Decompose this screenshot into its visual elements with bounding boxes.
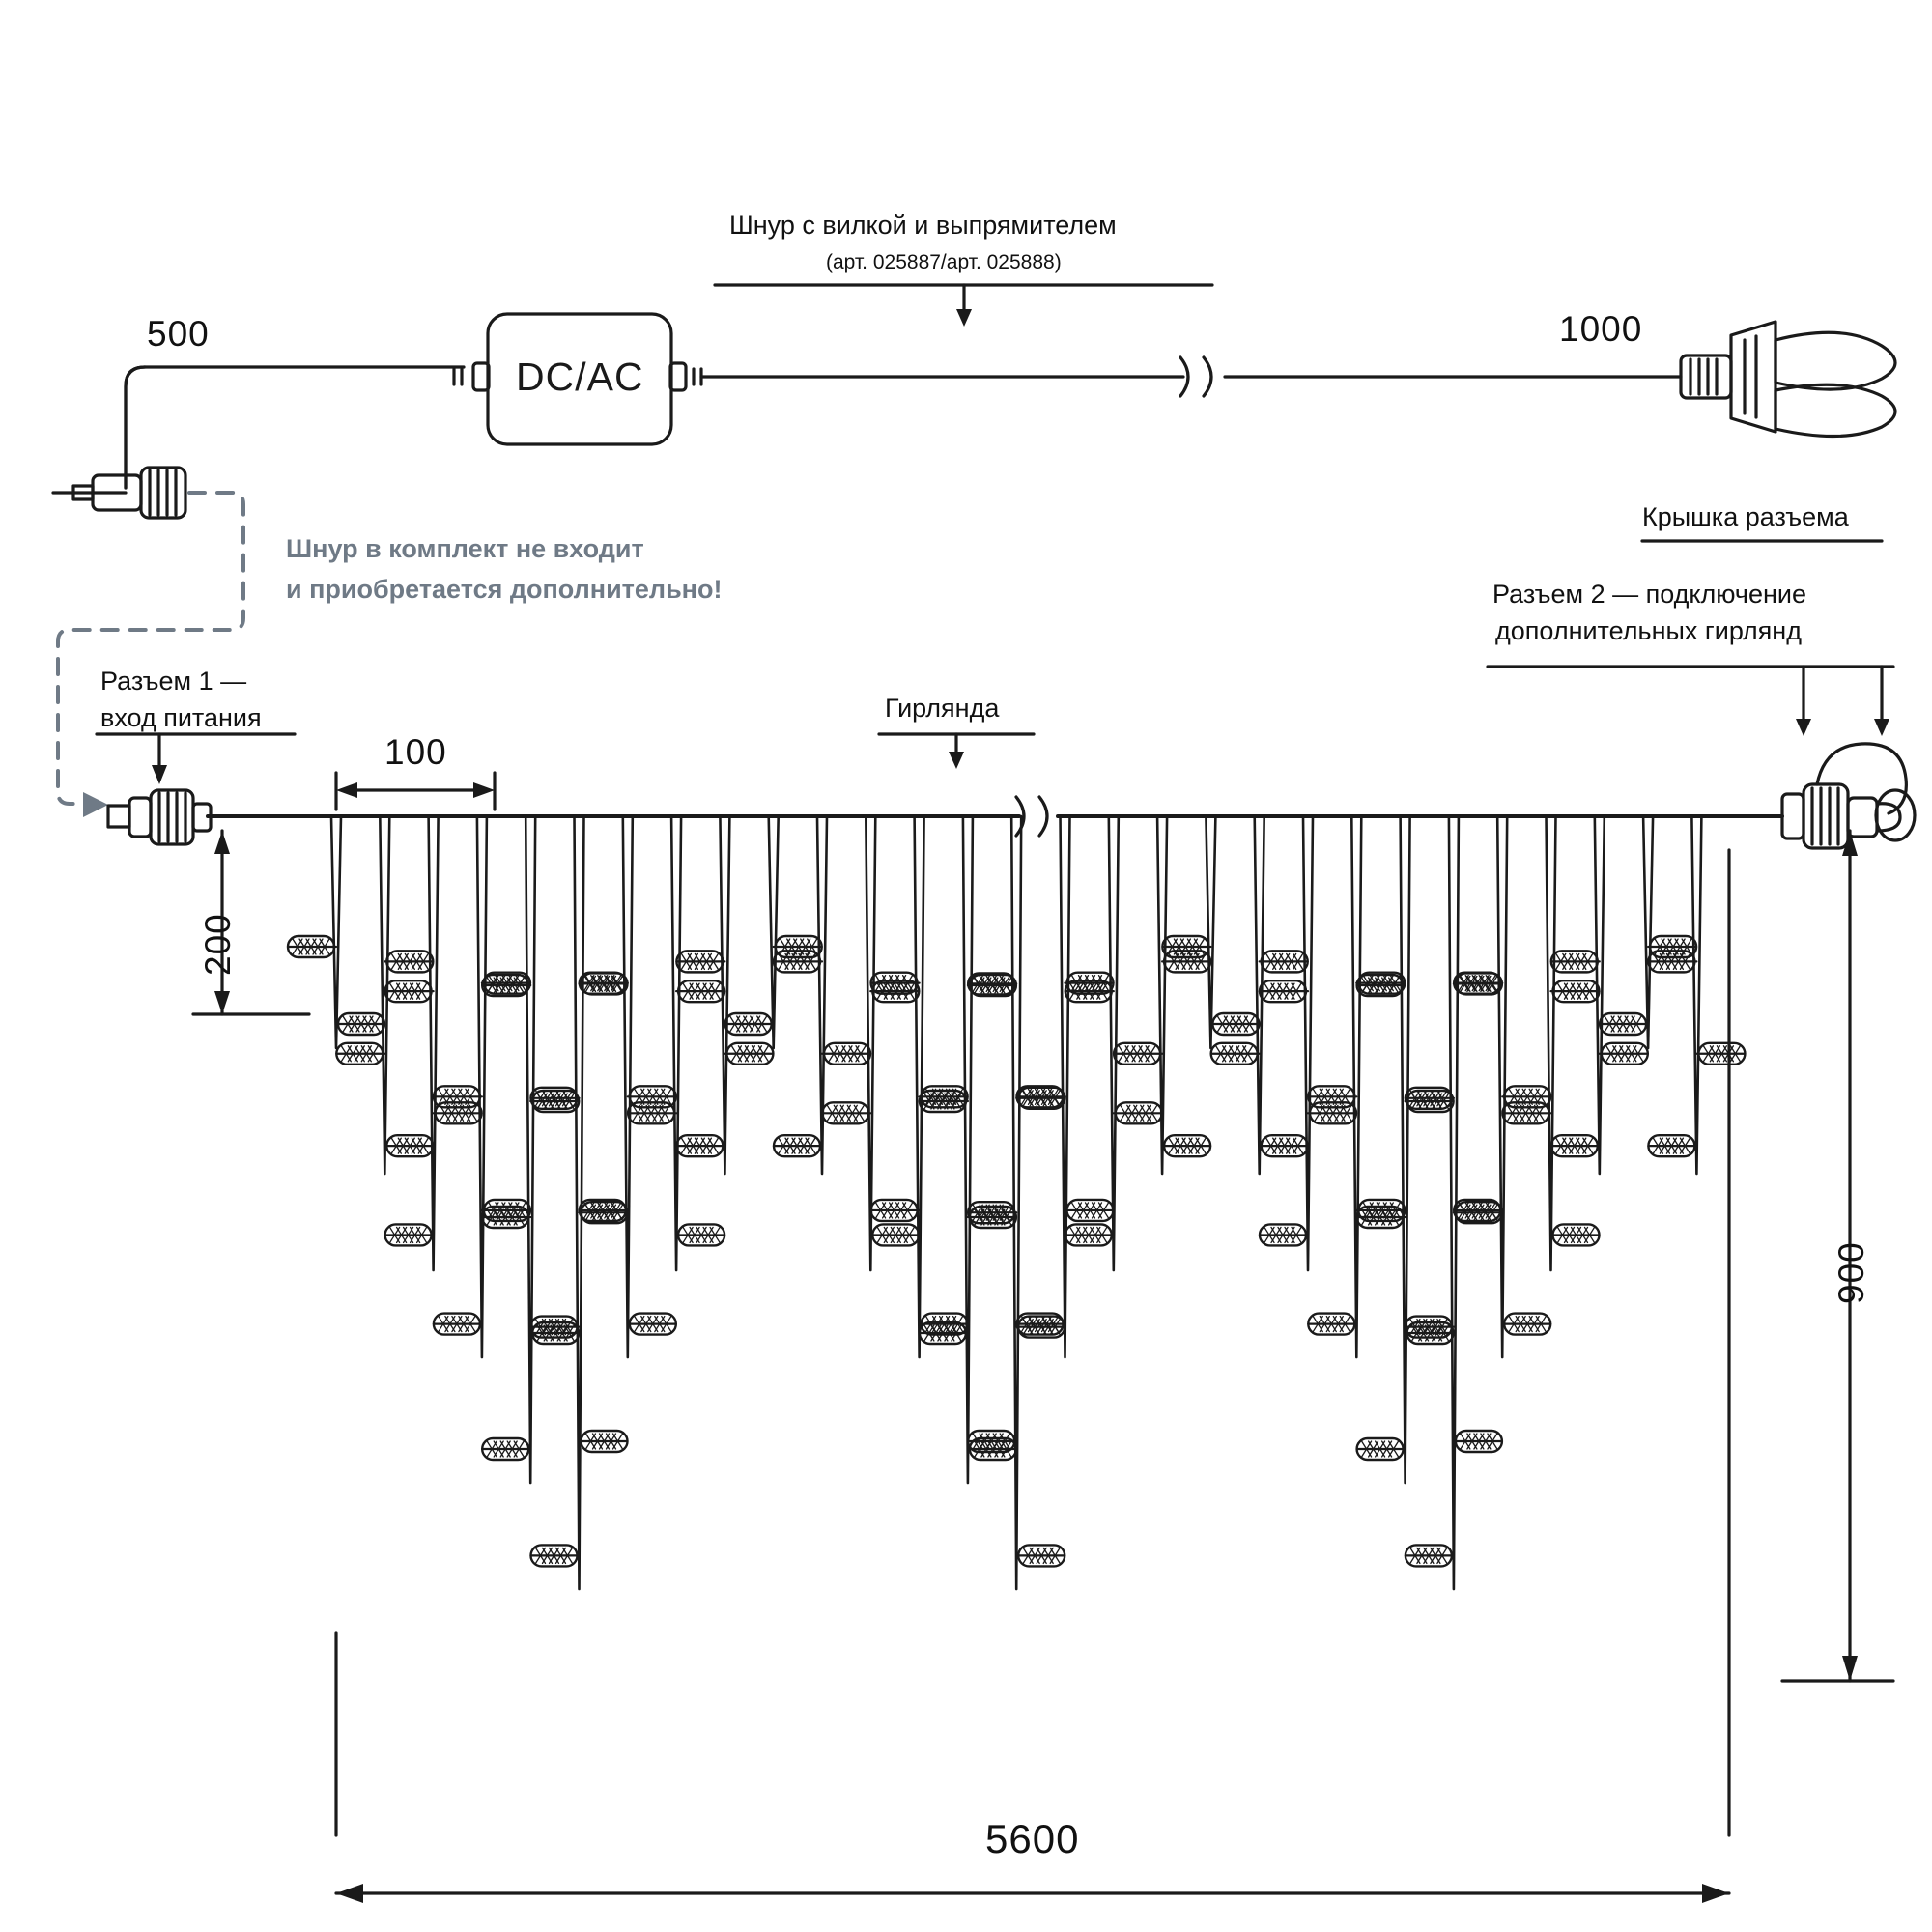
led-bulb bbox=[384, 951, 433, 972]
led-bulb bbox=[1502, 1314, 1550, 1335]
icicle-strand bbox=[385, 816, 482, 1270]
led-bulb bbox=[1211, 1043, 1260, 1065]
led-bulb bbox=[1551, 1224, 1600, 1245]
dim-100-label: 100 bbox=[384, 732, 447, 772]
icicle-strand bbox=[774, 816, 870, 1174]
icicle-strand bbox=[580, 816, 676, 1357]
icicle-strand bbox=[434, 816, 530, 1357]
led-bulb bbox=[1260, 980, 1308, 1002]
led-bulb bbox=[774, 1135, 822, 1156]
led-bulb bbox=[336, 1013, 384, 1035]
dim-200-label: 200 bbox=[198, 913, 238, 976]
dim-1000-label: 1000 bbox=[1559, 309, 1643, 349]
icicle-strand bbox=[628, 816, 724, 1270]
warning-line-1: Шнур в комплект не входит bbox=[286, 534, 644, 563]
icicle-strand bbox=[1406, 816, 1502, 1589]
led-bulb bbox=[1308, 1314, 1356, 1335]
led-bulb bbox=[580, 1431, 628, 1452]
led-bulb bbox=[1551, 980, 1600, 1002]
icicle-strand bbox=[1260, 816, 1356, 1270]
led-bulb bbox=[434, 1314, 482, 1335]
dim-5600-label: 5600 bbox=[985, 1816, 1080, 1861]
led-bulb bbox=[1260, 951, 1308, 972]
led-bulb bbox=[1065, 1224, 1114, 1245]
led-bulb bbox=[676, 980, 724, 1002]
dashed-cord-arrow bbox=[83, 792, 108, 817]
led-bulb bbox=[1357, 1438, 1406, 1460]
led-bulb bbox=[1648, 1135, 1696, 1156]
icicle-strand bbox=[1600, 816, 1696, 1048]
dim-500-label: 500 bbox=[147, 314, 210, 354]
led-bulb bbox=[1016, 1545, 1065, 1566]
led-bulb bbox=[1260, 1224, 1308, 1245]
garland-label: Гирлянда bbox=[885, 694, 1000, 723]
cap-label: Крышка разъема bbox=[1642, 502, 1849, 531]
led-bulb bbox=[822, 1043, 870, 1065]
led-bulb bbox=[1162, 1135, 1210, 1156]
connector-input-left bbox=[108, 790, 211, 844]
led-bulb bbox=[1114, 1043, 1162, 1065]
cord-title-label: Шнур с вилкой и выпрямителем bbox=[729, 211, 1117, 240]
led-bulb bbox=[1696, 1043, 1745, 1065]
led-bulb bbox=[968, 1202, 1016, 1223]
led-bulb bbox=[384, 1135, 433, 1156]
led-bulb bbox=[482, 1438, 530, 1460]
led-bulb bbox=[1406, 1545, 1454, 1566]
led-bulb bbox=[1454, 1431, 1502, 1452]
icicle-strand bbox=[968, 816, 1065, 1589]
led-bulb bbox=[1600, 1013, 1648, 1035]
icicle-strand bbox=[1114, 816, 1210, 1174]
led-bulb bbox=[870, 1224, 919, 1245]
icicle-strand bbox=[871, 816, 968, 1357]
dim-5600 bbox=[336, 850, 1729, 1903]
led-bulb bbox=[920, 1091, 968, 1112]
icicle-strand bbox=[1017, 816, 1114, 1357]
led-bulb bbox=[676, 1224, 724, 1245]
led-bulb bbox=[676, 1135, 724, 1156]
break-mark-top-b bbox=[1204, 357, 1211, 396]
connector-cap bbox=[1876, 790, 1915, 840]
led-bulb bbox=[385, 980, 434, 1002]
icicle-strand bbox=[1162, 816, 1259, 1048]
callout-garland bbox=[879, 734, 1034, 769]
led-bulb bbox=[288, 936, 336, 957]
led-bulb bbox=[1551, 951, 1600, 972]
icicle-strand bbox=[1357, 816, 1454, 1483]
break-mark-bus-b bbox=[1039, 797, 1047, 836]
led-bulb bbox=[1210, 1013, 1259, 1035]
led-bulb bbox=[676, 951, 724, 972]
icicle-strand bbox=[1308, 816, 1405, 1357]
connector2-line-2: дополнительных гирлянд bbox=[1495, 616, 1802, 645]
dim-900-label: 900 bbox=[1832, 1241, 1871, 1304]
dashed-optional-cord bbox=[58, 493, 243, 804]
icicle-strand bbox=[725, 816, 822, 1048]
icicle-strand bbox=[1454, 816, 1550, 1357]
cord-article-label: (арт. 025887/арт. 025888) bbox=[826, 251, 1062, 273]
connector2-line-1: Разъем 2 — подключение bbox=[1492, 580, 1807, 609]
led-bulb bbox=[628, 1314, 676, 1335]
led-bulb bbox=[1600, 1043, 1648, 1065]
icicle-strand bbox=[531, 816, 628, 1589]
icicle-strand bbox=[920, 816, 1016, 1483]
led-bulb bbox=[1260, 1135, 1308, 1156]
led-bulb bbox=[1551, 1135, 1600, 1156]
callout-connector1 bbox=[97, 734, 295, 784]
led-bulb bbox=[724, 1043, 773, 1065]
icicle-strand bbox=[482, 816, 579, 1483]
led-bulb bbox=[336, 1043, 384, 1065]
led-bulb bbox=[871, 1200, 920, 1221]
warning-line-2: и приобретается дополнительно! bbox=[286, 575, 723, 604]
led-bulb bbox=[1065, 1200, 1114, 1221]
dc-ac-label: DC/AC bbox=[516, 355, 644, 399]
led-bulb bbox=[531, 1545, 580, 1566]
led-bulb bbox=[1114, 1102, 1162, 1123]
connector1-line-2: вход питания bbox=[100, 703, 262, 732]
icicle-strand bbox=[1503, 816, 1600, 1270]
icicle-strands bbox=[288, 816, 1745, 1589]
led-bulb bbox=[385, 1224, 434, 1245]
dim-100 bbox=[336, 773, 495, 810]
cord-callout-arrow bbox=[956, 309, 972, 327]
led-bulb bbox=[725, 1013, 774, 1035]
connector1-line-1: Разъем 1 — bbox=[100, 667, 247, 696]
led-bulb bbox=[822, 1102, 870, 1123]
mains-plug bbox=[1681, 322, 1895, 437]
